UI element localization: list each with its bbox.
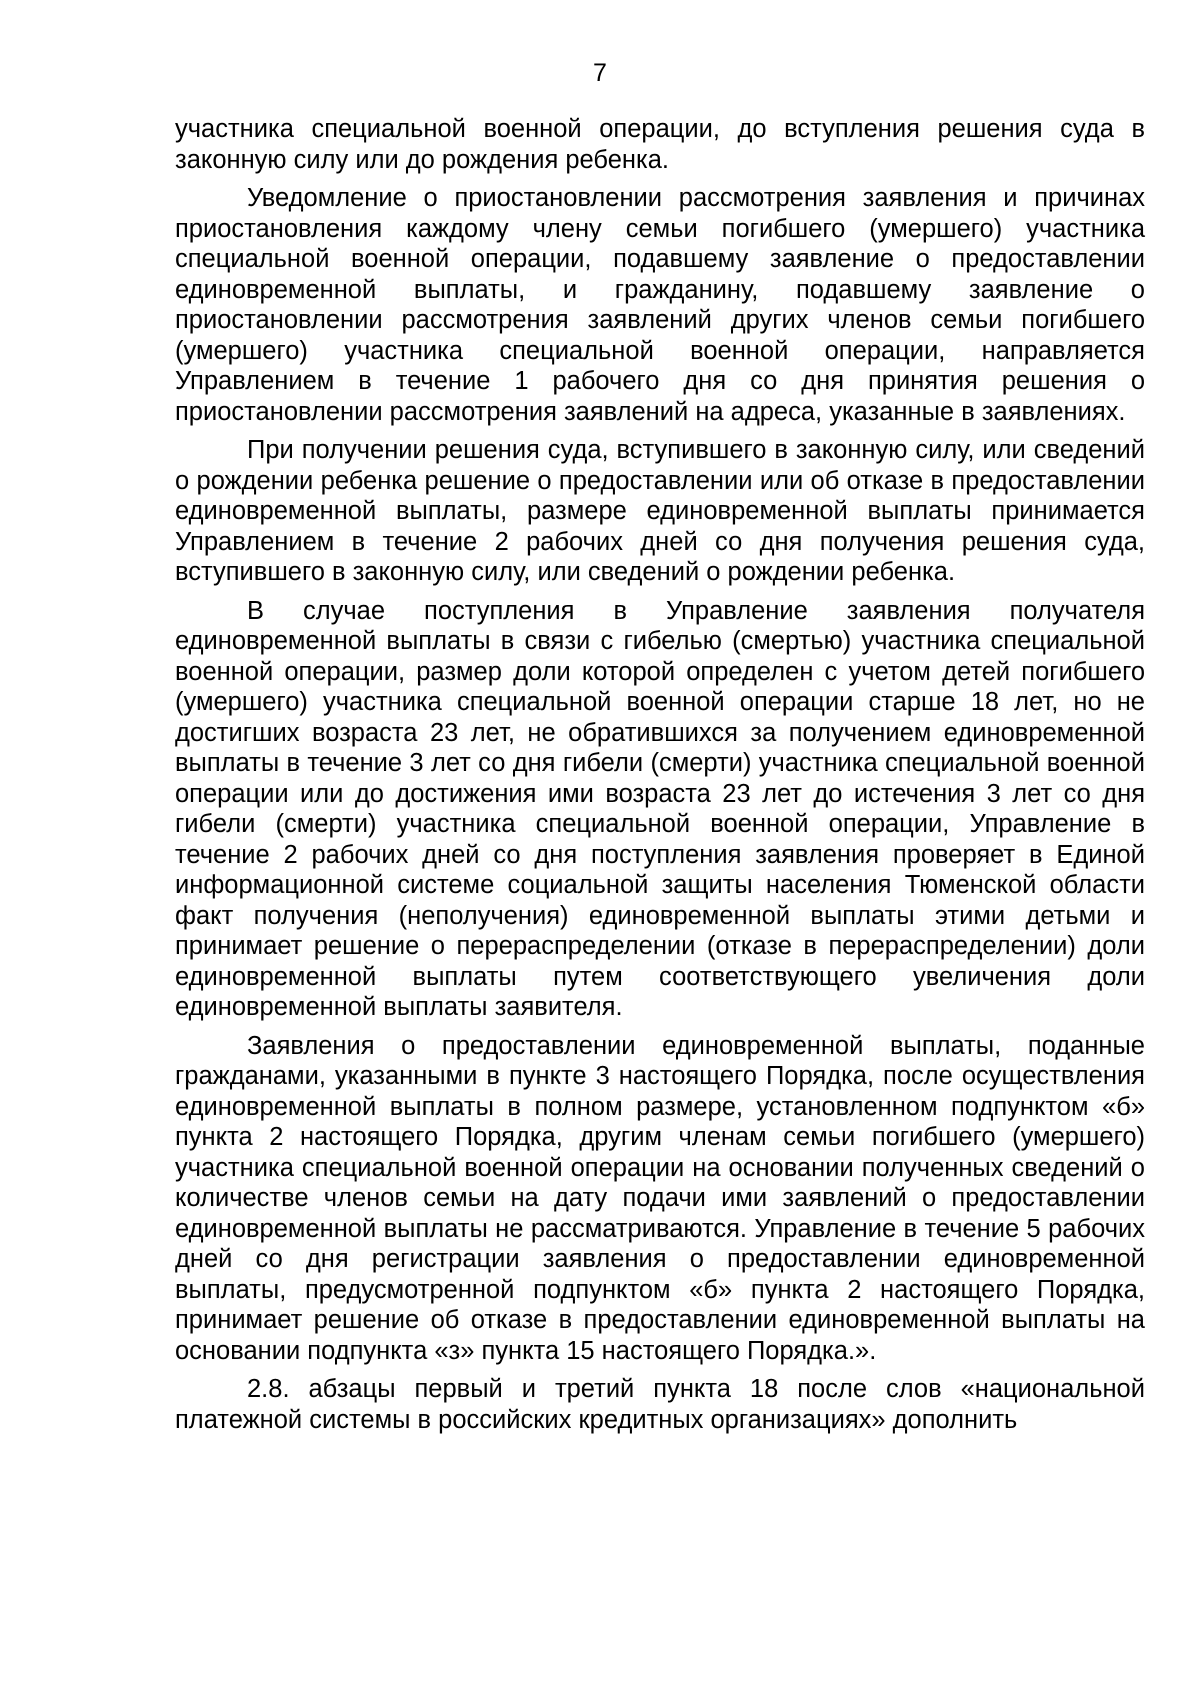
paragraph-court-decision: При получении решения суда, вступившего в законную силу, или сведений о рождении ребенка решение о предоставлении или об отказе в предоставлении единовременной выплаты, размере единовременной выплаты принимается Управлением в течение 2 рабочих дней со дня получения решения суда, вступившего в законную силу, или сведений о рождении ребенка.: [175, 436, 1145, 586]
paragraph-applications-not-considered: Заявления о предоставлении единовременной выплаты, поданные гражданами, указанными в пункте 3 настоящего Порядка, после осуществления единовременной выплаты в полном размере, установленном подпунктом «б» пункта 2 настоящего Порядка, другим членам семьи погибшего (умершего) участника специальной военной операции на основании полученных сведений о количестве членов семьи на дату подачи ими заявлений о предоставлении единовременной выплаты не рассматриваются. Управление в течение 5 рабочих дней со дня регистрации заявления о предоставлении единовременной выплаты, предусмотренной подпунктом «б» пункта 2 настоящего Порядка, принимает решение об отказе в предоставлении единовременной выплаты на основании подпункта «з» пункта 15 настоящего Порядка.».: [175, 1031, 1145, 1365]
page-number: 7: [593, 59, 607, 87]
paragraph-suspension-notice: Уведомление о приостановлении рассмотрения заявления и причинах приостановления каждому члену семьи погибшего (умершего) участника специальной военной операции, подавшему заявление о предоставлении единовременной выплаты, и гражданину, подавшему заявление о приостановлении рассмотрения заявлений других членов семьи погибшего (умершего) участника специальной военной операции, направляется Управлением в течение 1 рабочего дня со дня принятия решения о приостановлении рассмотрения заявлений на адреса, указанные в заявлениях.: [175, 184, 1145, 426]
paragraph-continuation: участника специальной военной операции, до вступления решения суда в законную силу или до рождения ребенка.: [175, 115, 1145, 174]
paragraph-amendment-2-8: 2.8. абзацы первый и третий пункта 18 после слов «национальной платежной системы в российских кредитных организациях» дополнить: [175, 1375, 1145, 1434]
paragraph-redistribution: В случае поступления в Управление заявления получателя единовременной выплаты в связи с гибелью (смертью) участника специальной военной операции, размер доли которой определен с учетом детей погибшего (умершего) участника специальной военной операции старше 18 лет, но не достигших возраста 23 лет, не обратившихся за получением единовременной выплаты в течение 3 лет со дня гибели (смерти) участника специальной военной операции или до достижения ими возраста 23 лет до истечения 3 лет со дня гибели (смерти) участника специальной военной операции, Управление в течение 2 рабочих дней со дня поступления заявления проверяет в Единой информационной системе социальной защиты населения Тюменской области факт получения (неполучения) единовременной выплаты этими детьми и принимает решение о перераспределении (отказе в перераспределении) доли единовременной выплаты путем соответствующего увеличения доли единовременной выплаты заявителя.: [175, 596, 1145, 1021]
document-body: [175, 114, 1145, 1443]
